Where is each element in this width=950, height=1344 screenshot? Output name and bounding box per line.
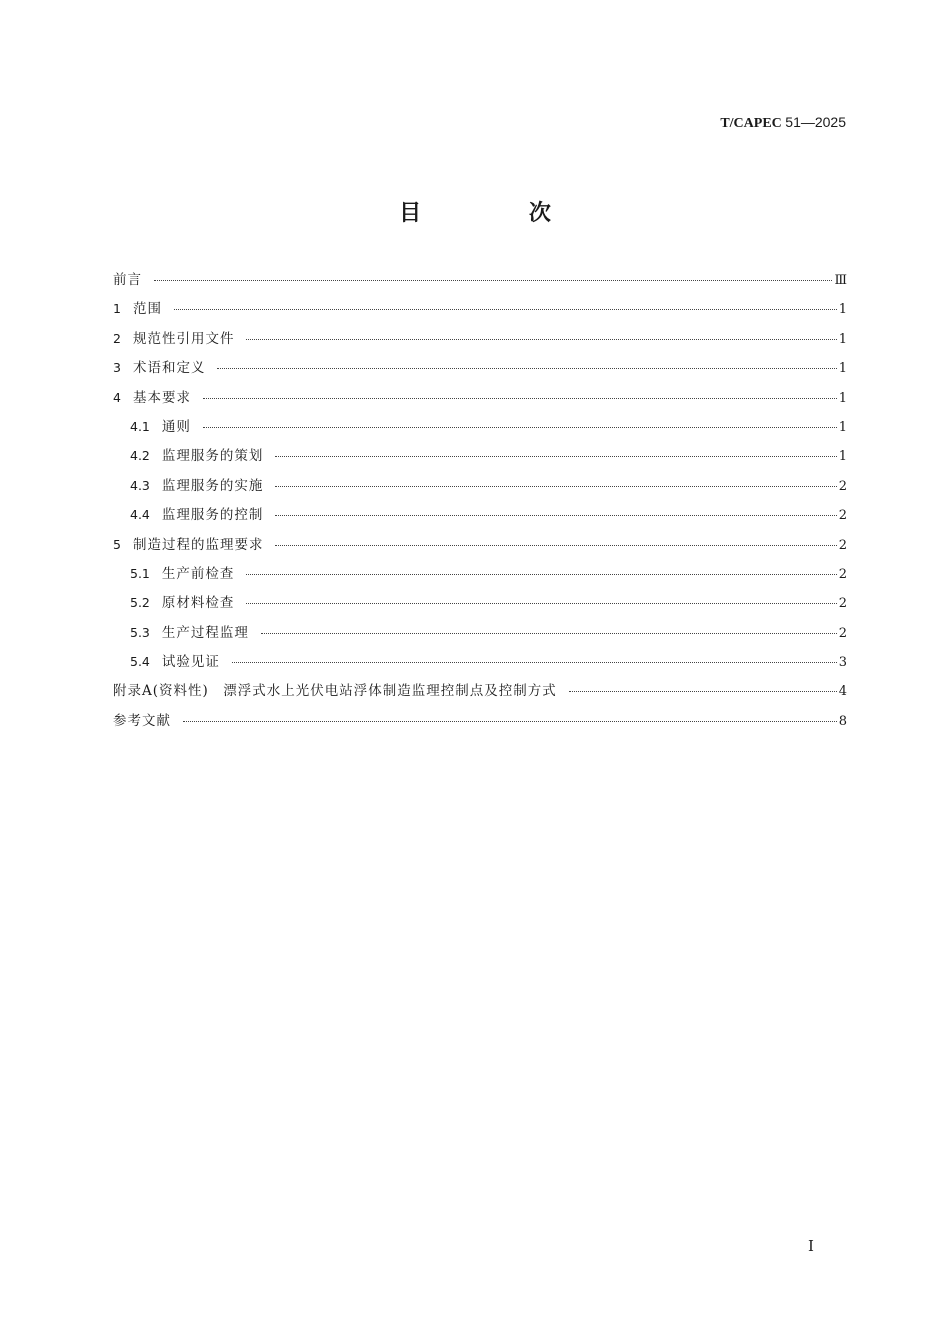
toc-entry-label: 附录A(资料性) 漂浮式水上光伏电站浮体制造监理控制点及控制方式 xyxy=(113,683,557,700)
page-number: Ⅰ xyxy=(808,1237,814,1255)
toc-entry-page: 2 xyxy=(838,508,847,524)
toc-entry[interactable] xyxy=(113,621,847,650)
toc-leader-dots xyxy=(275,515,836,516)
toc-entry-number: 5.1 xyxy=(130,565,150,581)
toc-leader-dots xyxy=(174,309,837,310)
toc-entry[interactable] xyxy=(113,356,847,385)
toc-entry-page: 1 xyxy=(838,331,847,347)
toc-entry-page: 2 xyxy=(838,596,847,612)
toc-entry-label: 原材料检查 xyxy=(161,595,235,612)
toc-entry-label: 规范性引用文件 xyxy=(132,330,235,347)
toc-leader-dots xyxy=(154,280,832,281)
toc-entry-number: 4.2 xyxy=(130,448,150,464)
toc-entry[interactable] xyxy=(113,386,847,415)
toc-entry[interactable] xyxy=(113,327,847,356)
standard-code-prefix: T/CAPEC xyxy=(720,116,782,131)
table-of-contents xyxy=(113,268,847,738)
toc-entry-number: 4.4 xyxy=(130,507,150,523)
toc-entry-label: 监理服务的实施 xyxy=(161,477,264,494)
toc-entry-page: 2 xyxy=(838,566,847,582)
toc-entry-number: 5.4 xyxy=(130,654,150,670)
toc-entry-number: 4.1 xyxy=(130,418,150,434)
toc-leader-dots xyxy=(203,398,837,399)
toc-entry-label: 范围 xyxy=(132,301,162,318)
toc-entry-number: 5.2 xyxy=(130,595,150,611)
toc-leader-dots xyxy=(569,691,837,692)
toc-entry-label: 术语和定义 xyxy=(132,360,206,377)
toc-entry-label: 前言 xyxy=(113,272,142,288)
toc-leader-dots xyxy=(232,662,837,663)
toc-leader-dots xyxy=(203,427,837,428)
toc-leader-dots xyxy=(275,456,836,457)
toc-leader-dots xyxy=(217,368,836,369)
toc-leader-dots xyxy=(246,603,836,604)
toc-entry-page: 1 xyxy=(838,449,847,465)
toc-entry[interactable] xyxy=(113,679,847,708)
standard-code xyxy=(720,114,846,132)
toc-entry-label: 监理服务的控制 xyxy=(161,507,264,524)
toc-entry-label: 生产过程监理 xyxy=(161,624,249,641)
toc-entry-page: 8 xyxy=(838,713,847,729)
toc-leader-dots xyxy=(275,486,836,487)
toc-entry[interactable] xyxy=(113,444,847,473)
toc-entry[interactable] xyxy=(113,562,847,591)
toc-entry-page: 1 xyxy=(838,390,847,406)
toc-entry[interactable] xyxy=(113,591,847,620)
toc-entry-number: 5 xyxy=(113,536,121,552)
toc-entry-label: 监理服务的策划 xyxy=(161,448,264,465)
toc-entry-page: Ⅲ xyxy=(834,273,847,288)
toc-leader-dots xyxy=(246,574,836,575)
toc-entry-page: 4 xyxy=(838,684,847,700)
toc-entry-label: 基本要求 xyxy=(132,389,191,406)
toc-entry-number: 1 xyxy=(113,301,121,317)
toc-entry-page: 3 xyxy=(838,655,847,671)
toc-entry[interactable] xyxy=(113,709,847,738)
toc-entry-page: 1 xyxy=(838,361,847,377)
toc-entry[interactable] xyxy=(113,415,847,444)
toc-entry[interactable] xyxy=(113,474,847,503)
standard-code-number: 51—2025 xyxy=(785,114,846,130)
toc-entry[interactable] xyxy=(113,533,847,562)
toc-entry-page: 2 xyxy=(838,537,847,553)
toc-entry-page: 2 xyxy=(838,478,847,494)
toc-entry-label: 试验见证 xyxy=(161,654,220,671)
toc-entry[interactable] xyxy=(113,268,847,297)
toc-leader-dots xyxy=(261,633,837,634)
page-title: 目 次 xyxy=(399,201,601,226)
toc-entry-number: 5.3 xyxy=(130,624,150,640)
toc-entry[interactable] xyxy=(113,503,847,532)
toc-entry[interactable] xyxy=(113,650,847,679)
toc-entry-page: 1 xyxy=(838,302,847,318)
toc-entry-number: 3 xyxy=(113,360,121,376)
toc-entry-page: 2 xyxy=(838,625,847,641)
toc-entry[interactable] xyxy=(113,297,847,326)
toc-leader-dots xyxy=(183,721,837,722)
toc-entry-number: 2 xyxy=(113,330,121,346)
toc-entry-label: 参考文献 xyxy=(113,712,171,729)
toc-entry-page: 1 xyxy=(838,419,847,435)
toc-entry-label: 制造过程的监理要求 xyxy=(132,536,264,553)
toc-entry-label: 通则 xyxy=(161,418,191,435)
toc-entry-label: 生产前检查 xyxy=(161,565,235,582)
toc-leader-dots xyxy=(275,545,836,546)
toc-leader-dots xyxy=(246,339,836,340)
toc-entry-number: 4 xyxy=(113,389,121,405)
toc-entry-number: 4.3 xyxy=(130,477,150,493)
